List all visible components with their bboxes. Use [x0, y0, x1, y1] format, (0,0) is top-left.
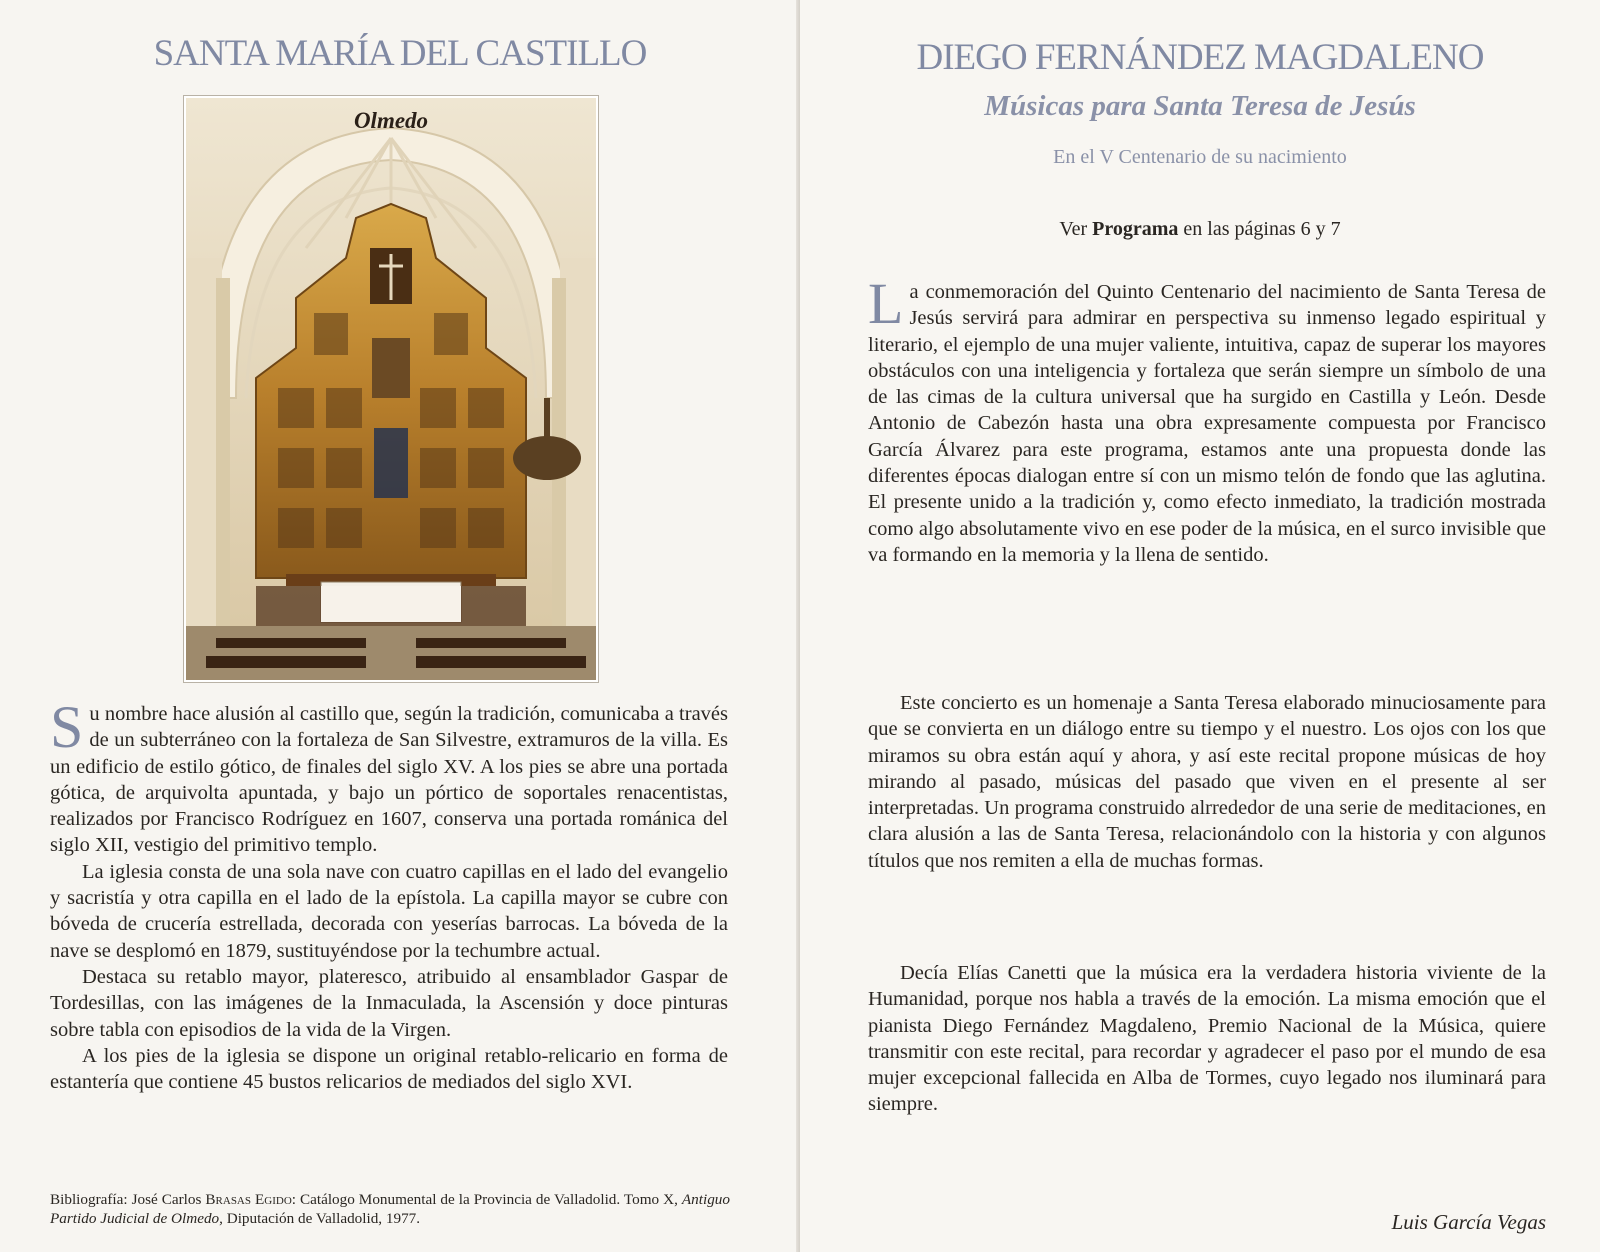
bibliography: Bibliografía: José Carlos Brasas Egido: Catálogo Monumental de la Provincia de Valladolid. Tomo X, Antiguo Partido Judicial de Olmedo, Diputación de Valladolid, 1977.	[50, 1191, 730, 1227]
altarpiece-illustration	[186, 98, 596, 680]
right-paragraph-2: Este concierto es un homenaje a Santa Teresa elaborado minuciosamente para que se convierta en un diálogo entre su tiempo y el nuestro. Los ojos con los que miramos su obra están aquí y ahora, y así este recital propone músicas de hoy mirando al pasado, músicas del pasado que viven en el presente al ser interpretadas. Un programa construido alrrededor de una serie de meditaciones, en clara alusión a las de Santa Teresa, relacionándolo con la historia y con algunos títulos que nos remiten a ella de muchas formas.	[868, 692, 1546, 872]
left-paragraph-4: A los pies de la iglesia se dispone un original retablo-relicario en forma de estantería que contiene 45 bustos relicarios de mediados del siglo XVI.	[50, 1044, 728, 1094]
right-dropcap: L	[868, 271, 904, 336]
program-reference: Ver Programa en las páginas 6 y 7	[1059, 218, 1341, 240]
left-paragraph-2: La iglesia consta de una sola nave con cuatro capillas en el lado del evangelio y sacristía y otra capilla en el lado de la epístola. La capilla mayor se cubre con bóveda de crucería estrellada, decorada con yeserías barrocas. La bóveda de la nave se desplomó en 1879, sustituyéndose por la techumbre actual.	[50, 860, 728, 962]
left-paragraph-1: Su nombre hace alusión al castillo que, según la tradición, comunicaba a través de un subterráneo con la fortaleza de San Silvestre, extramuros de la villa. Es un edificio de estilo gótico, de finales del siglo XV. A los pies se abre una portada gótica, de arquivolta apuntada, y bajo un pórtico de soportales renacentistas, realizados por Francisco Rodríguez en 1607, conserva una portada románica del siglo XII, vestigio del primitivo templo.	[50, 694, 728, 857]
left-page-title: SANTA MARÍA DEL CASTILLO	[153, 33, 647, 74]
right-page-title: DIEGO FERNÁNDEZ MAGDALENO	[916, 37, 1484, 78]
altarpiece-photo	[184, 96, 598, 682]
right-paragraph-1: La conmemoración del Quinto Centenario del nacimiento de Santa Teresa de Jesús servirá para admirar en perspectiva su inmenso legado espiritual y literario, el ejemplo de una mujer valiente, intuitiva, capaz de superar los mayores obstáculos con una inteligencia y fortaleza que serán siempre un símbolo de una de las cimas de la cultura universal que ha surgido en Castilla y León. Desde Antonio de Cabezón hasta una obra expresamente compuesta por Francisco García Álvarez para este programa, estamos ante una propuesta donde las diferentes épocas dialogan entre sí con un mismo telón de fondo que las aglutina. El presente unido a la tradición y, como efecto inmediato, la tradición mostrada como algo absolutamente vivo en ese poder de la música, en el surco invisible que va formando en la memoria y la llena de sentido.	[868, 271, 1546, 566]
left-paragraph-3: Destaca su retablo mayor, plateresco, atribuido al ensamblador Gaspar de Tordesillas, con las imágenes de la Inmaculada, la Ascensión y doce pinturas sobre tabla con episodios de la vida de la Virgen.	[50, 965, 728, 1041]
author-signature: Luis García Vegas	[1391, 1210, 1546, 1234]
right-page-tagline: En el V Centenario de su nacimiento	[1053, 146, 1347, 168]
left-dropcap: S	[50, 694, 84, 760]
left-body-text	[50, 694, 728, 1095]
photo-caption: Olmedo	[353, 108, 429, 133]
right-paragraph-3: Decía Elías Canetti que la música era la verdadera historia viviente de la Humanidad, porque nos habla a través de la emoción. La misma emoción que el pianista Diego Fernández Magdaleno, Premio Nacional de la Música, quiere transmitir con este recital, para recordar y agradecer el paso por el mundo de esa mujer excepcional fallecida en Alba de Tormes, cuyo legado nos iluminará para siempre.	[868, 962, 1546, 1116]
right-page-subtitle: Músicas para Santa Teresa de Jesús	[984, 90, 1416, 122]
